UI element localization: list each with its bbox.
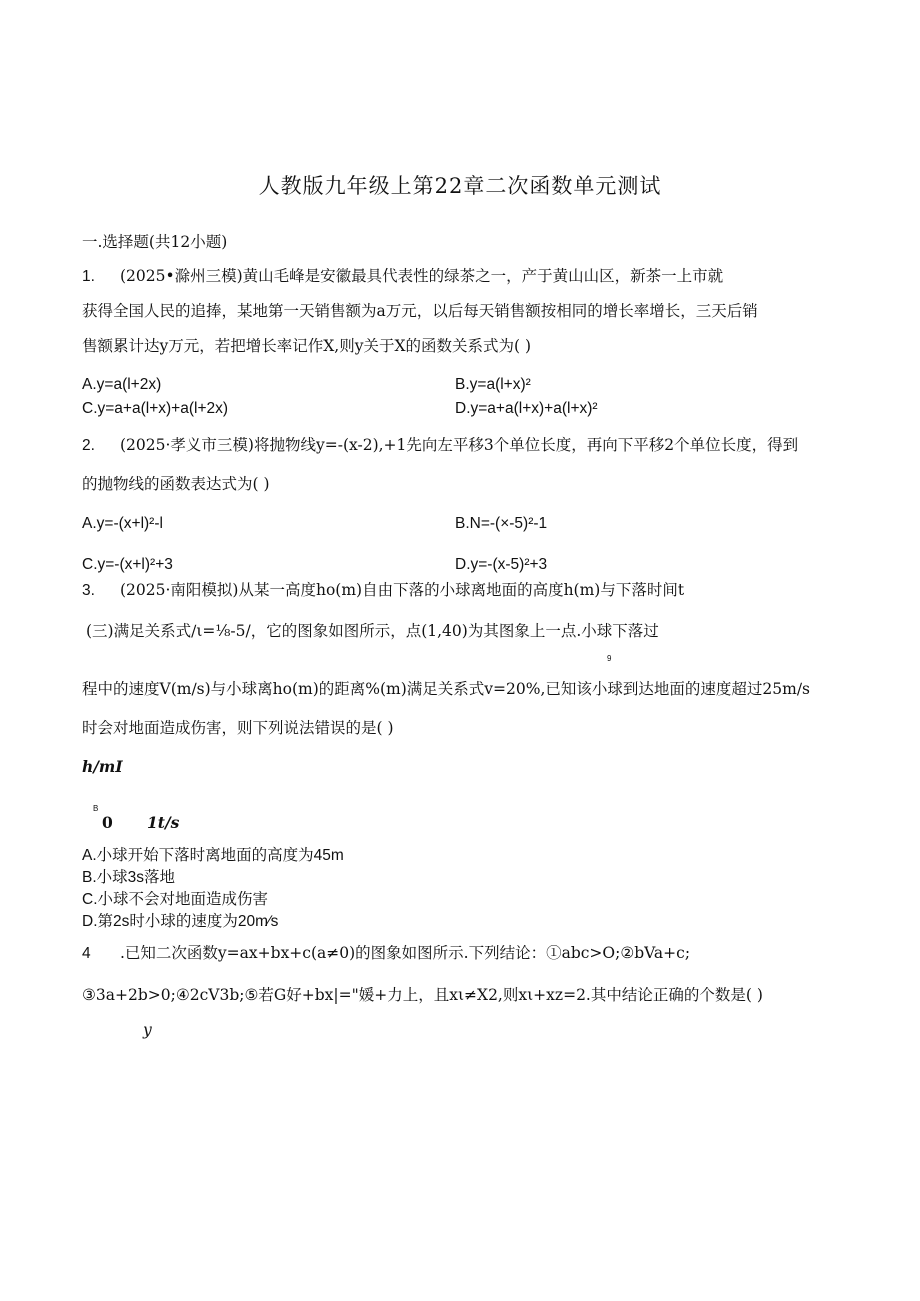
q4-number: 4: [82, 945, 91, 962]
q3-text-line2: (三)满足关系式∕ι=⅛-5/，它的图象如图所示，点(1,40)为其图象上一点.小球下落过: [86, 622, 659, 640]
section-heading: 一.选择题(共12小题): [82, 233, 228, 251]
q4-graph-y-axis-label: y: [143, 1021, 152, 1039]
q3-graph-small-label: B: [93, 804, 99, 813]
q3-number: 3.: [82, 582, 95, 599]
q3-option-a: A.小球开始下落时离地面的高度为45m: [82, 847, 344, 864]
q3-option-b: B.小球3s落地: [82, 869, 176, 886]
q3-option-c: C.小球不会对地面造成伤害: [82, 891, 269, 908]
q3-text-line1: (2025·南阳模拟)从某一高度ho(m)自由下落的小球离地面的高度h(m)与下落时间t: [120, 581, 685, 599]
q4-line1: [82, 943, 690, 964]
q4-text-line2: ③3a+2b>0;④2cV3b;⑤若G好+bx|="媛+力上，且xι≠X2,则xι+xz=2.其中结论正确的个数是( ): [82, 986, 763, 1004]
q4-text-line1: .已知二次函数y=ax+bx+c(a≠0)的图象如图所示.下列结论：①abc>O;②bVa+c;: [120, 944, 691, 962]
q2-text-line2: 的抛物线的函数表达式为( ): [82, 475, 270, 493]
q2-option-d: D.y=-(x-5)²+3: [455, 556, 548, 573]
q3-graph-x-axis-label: 1t/s: [147, 813, 180, 832]
q1-option-c: C.y=a+a(l+x)+a(l+2x): [82, 400, 229, 417]
q3-superscript-mark: 9: [607, 654, 612, 663]
q2-option-b: B.N=-(×-5)²-1: [455, 515, 548, 532]
q3-graph-y-axis-label: h/mI: [82, 757, 123, 776]
q2-line1: [82, 435, 798, 456]
q1-option-b: B.y=a(l+x)²: [455, 376, 531, 393]
q1-option-d: D.y=a+a(l+x)+a(l+x)²: [455, 400, 598, 417]
q3-text-line4: 时会对地面造成伤害，则下列说法错误的是( ): [82, 719, 394, 737]
q1-text-line2: 获得全国人民的追捧，某地第一天销售额为a万元，以后每天销售额按相同的增长率增长，三天后销: [82, 302, 758, 320]
q1-number: 1.: [82, 268, 95, 285]
q3-text-line3: 程中的速度V(m∕s)与小球离ho(m)的距离%(m)满足关系式v=20%,已知该小球到达地面的速度超过25m∕s: [82, 680, 811, 698]
q1-line1: [82, 266, 723, 287]
q2-option-c: C.y=-(x+l)²+3: [82, 556, 173, 573]
q1-option-a: A.y=a(l+2x): [82, 376, 162, 393]
q1-text-line1: (2025•滁州三模)黄山毛峰是安徽最具代表性的绿茶之一，产于黄山山区，新茶一上市就: [120, 267, 724, 285]
q3-graph-origin-label: 0: [102, 813, 113, 832]
q2-text-line1: (2025·孝义市三模)将抛物线y=-(x-2),+1先向左平移3个单位长度，再向下平移2个单位长度，得到: [120, 436, 799, 454]
q1-text-line3: 售额累计达y万元，若把增长率记作X,则y关于X的函数关系式为( ): [82, 337, 532, 355]
q2-option-a: A.y=-(x+l)²-l: [82, 515, 163, 532]
q3-line1: [82, 580, 684, 601]
page-title: 人教版九年级上第22章二次函数单元测试: [258, 174, 662, 198]
q3-option-d: D.第2s时小球的速度为20m∕s: [82, 913, 279, 930]
q2-number: 2.: [82, 437, 95, 454]
